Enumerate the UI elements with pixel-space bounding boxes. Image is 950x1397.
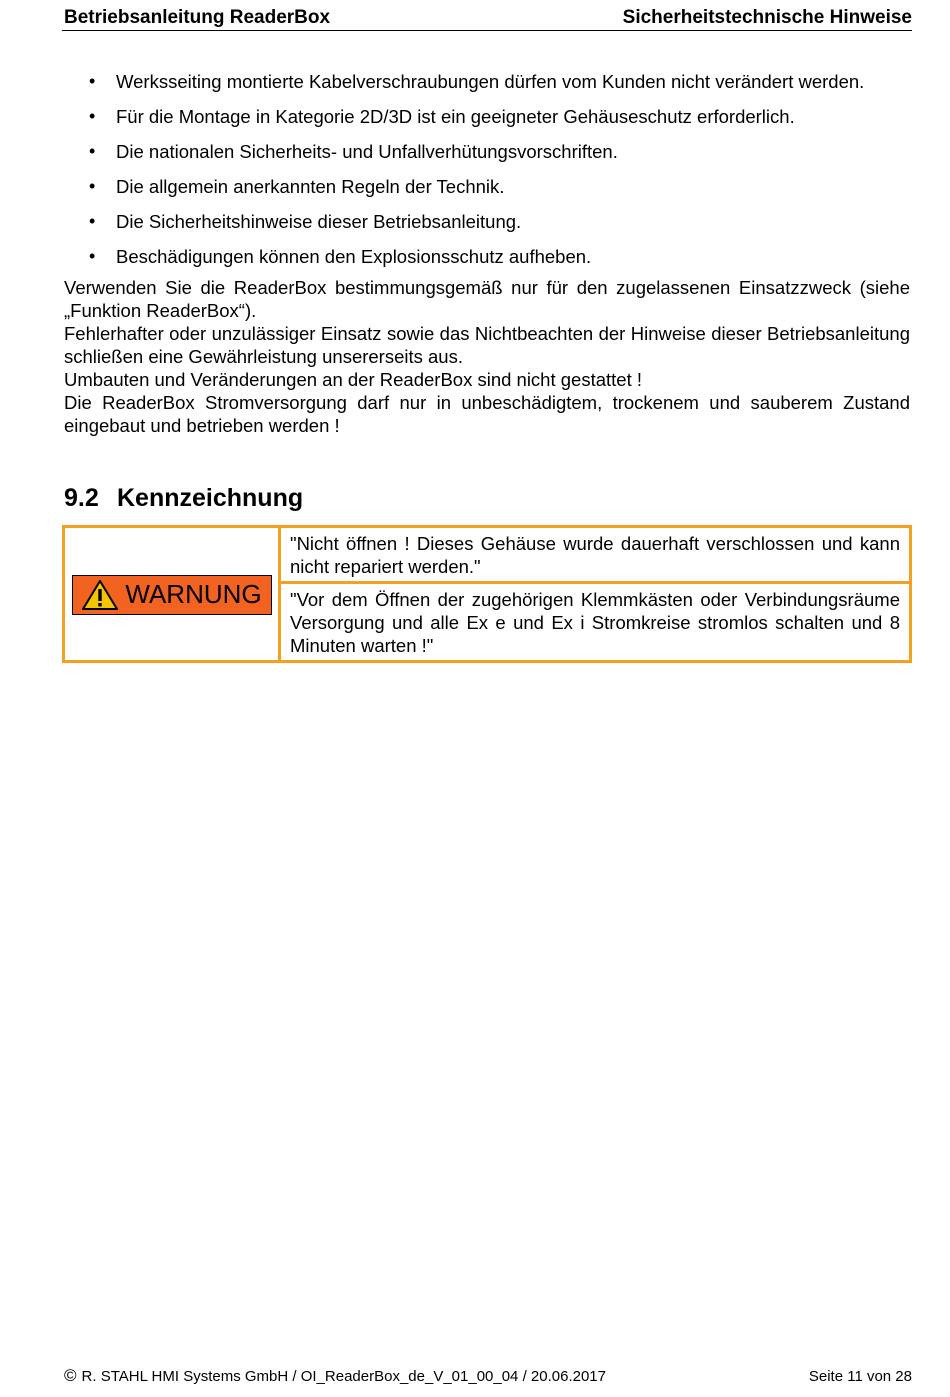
paragraph: Die ReaderBox Stromversorgung darf nur in unbeschädigtem, trockenem und sauberem Zustand eingebaut und betrieben werden ! [64,392,910,436]
bullet-icon: • [89,211,96,231]
section-title: Kennzeichnung [117,484,304,512]
page-footer [64,1366,912,1388]
bullet-list [64,70,910,268]
paragraph: Fehlerhafter oder unzulässiger Einsatz sowie das Nichtbeachten der Hinweise dieser Betriebsanleitung schließen eine Gewährleistung unsererseits aus. [64,323,910,367]
section-heading [64,484,303,513]
chapter-title: Sicherheitstechnische Hinweise [622,7,912,28]
bullet-icon: • [89,71,96,91]
page-number: Seite 11 von 28 [808,1368,912,1385]
bullet-icon: • [89,141,96,161]
warning-message: "Vor dem Öffnen der zugehörigen Klemmkästen oder Verbindungsräume Versorgung und alle Ex e und Ex i Stromkreise stromlos schalten und 8 Minuten warten !" [280,583,911,662]
paragraph: Umbauten und Veränderungen an der ReaderBox sind nicht gestattet ! [64,369,642,390]
warning-table [62,525,912,663]
bullet-icon: • [89,106,96,126]
list-item: • Die nationalen Sicherheits- und Unfallverhütungsvorschriften. [89,141,618,162]
warning-label-cell [64,527,280,662]
paragraph: Verwenden Sie die ReaderBox bestimmungsgemäß nur für den zugelassenen Einsatzzweck (siehe „Funktion ReaderBox“). [64,277,910,321]
section-number: 9.2 [64,484,99,512]
list-item: • Beschädigungen können den Explosionsschutz aufheben. [89,246,592,267]
paragraphs [64,276,910,437]
warning-triangle-icon [81,579,119,611]
list-item: • Für die Montage in Kategorie 2D/3D ist ein geeigneter Gehäuseschutz erforderlich. [89,106,795,127]
footer-text: R. STAHL HMI Systems GmbH / OI_ReaderBox_de_V_01_00_04 / 20.06.2017 [81,1368,606,1385]
list-item: • Die Sicherheitshinweise dieser Betriebsanleitung. [89,211,522,232]
warning-text: WARNUNG [125,579,262,609]
bullet-icon: • [89,176,96,196]
copyright-icon: © [64,1366,77,1385]
warning-message: "Nicht öffnen ! Dieses Gehäuse wurde dauerhaft verschlossen und kann nicht repariert werden." [280,527,911,583]
main-content [64,70,910,437]
list-item: • Die allgemein anerkannten Regeln der Technik. [89,176,505,197]
page-header [62,6,912,31]
bullet-icon: • [89,246,96,266]
document-title: Betriebsanleitung ReaderBox [64,7,331,28]
list-item: • Werksseiting montierte Kabelverschraubungen dürfen vom Kunden nicht verändert werden. [89,71,865,92]
warning-label [72,575,272,615]
